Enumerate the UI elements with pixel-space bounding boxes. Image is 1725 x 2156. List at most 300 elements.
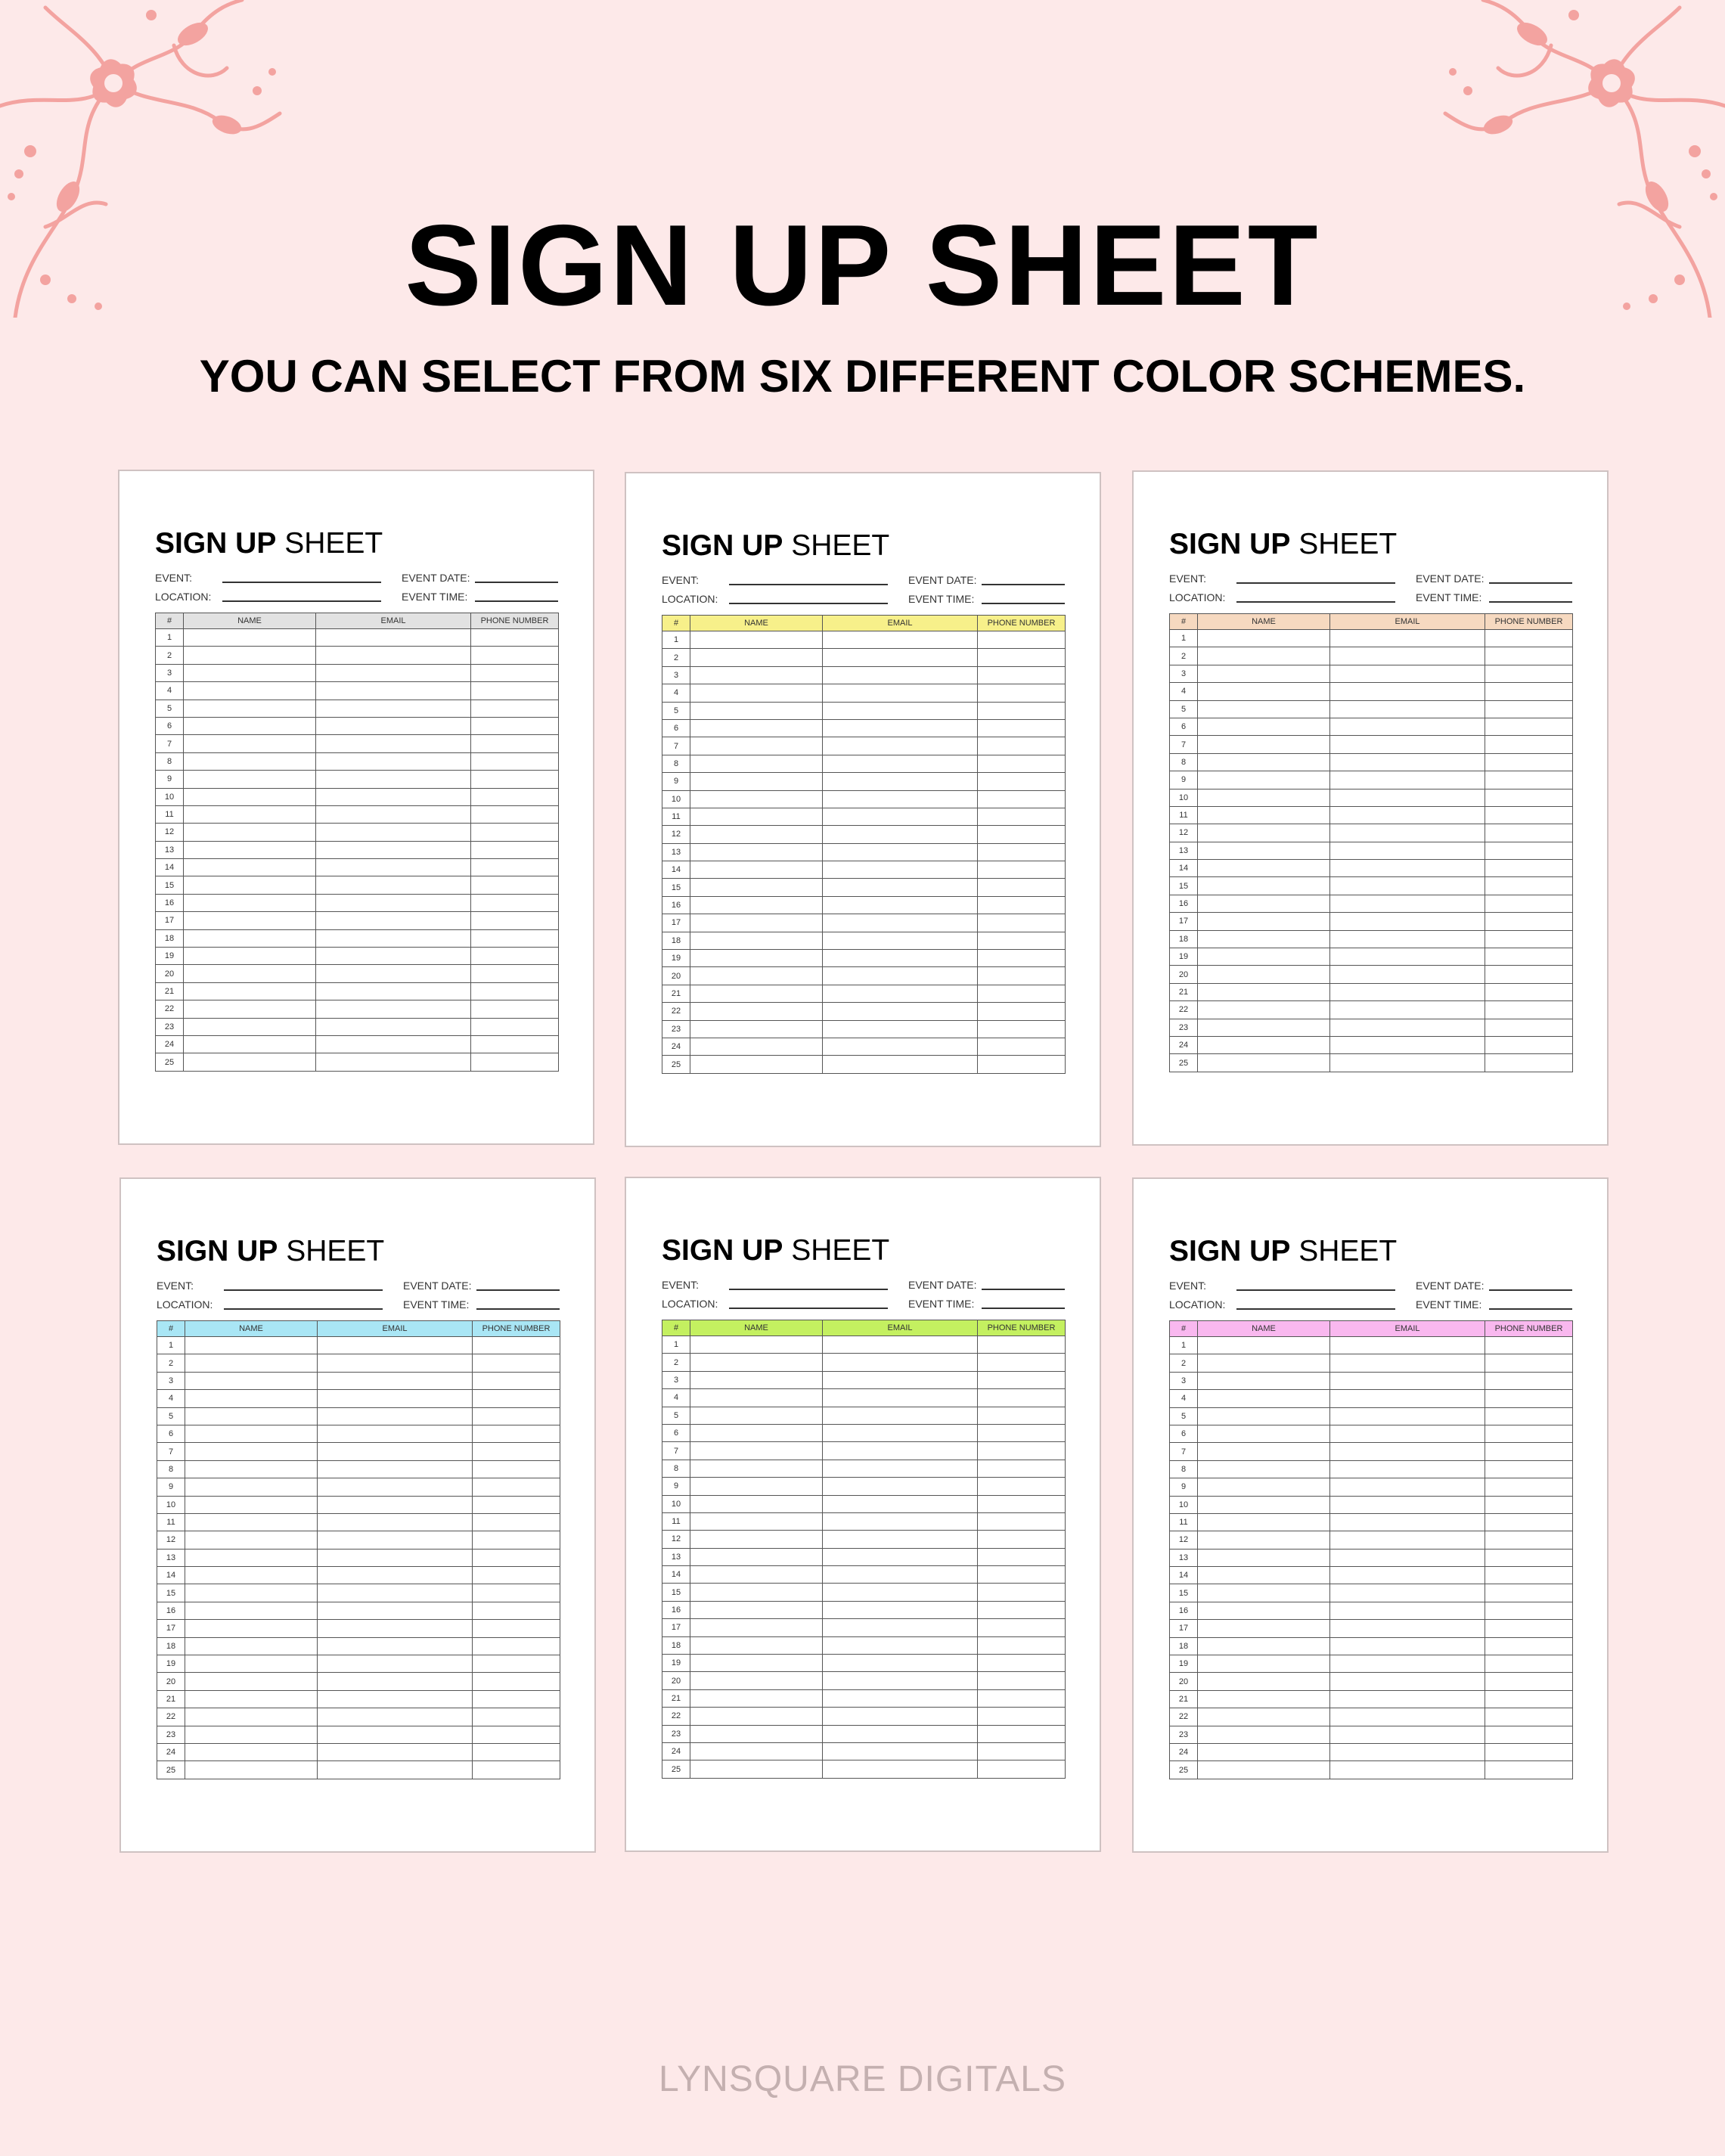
phone-cell	[1485, 736, 1573, 753]
phone-cell	[978, 1056, 1066, 1074]
phone-cell	[1485, 1743, 1573, 1760]
email-cell	[1330, 700, 1485, 718]
name-cell	[690, 1056, 823, 1074]
table-row	[1170, 860, 1573, 877]
table-row	[157, 1337, 560, 1354]
name-cell	[1198, 1761, 1330, 1779]
table-row	[1170, 1425, 1573, 1442]
email-cell	[1330, 736, 1485, 753]
email-cell	[1330, 1407, 1485, 1425]
table-row	[1170, 700, 1573, 718]
email-cell	[318, 1496, 473, 1513]
table-row	[662, 1531, 1066, 1548]
phone-cell	[473, 1708, 560, 1726]
name-cell	[1198, 930, 1330, 948]
table-row	[1170, 1726, 1573, 1743]
row-number: 15	[156, 876, 184, 894]
table-row	[662, 737, 1066, 755]
sheet-title	[662, 1236, 889, 1265]
table-row	[662, 666, 1066, 684]
table-row	[662, 1708, 1066, 1725]
phone-cell	[978, 1531, 1066, 1548]
name-cell	[184, 700, 316, 717]
table-row	[1170, 630, 1573, 647]
table-row	[1170, 1584, 1573, 1602]
row-number: 24	[662, 1742, 690, 1760]
row-number: 23	[662, 1725, 690, 1742]
name-cell	[690, 1038, 823, 1055]
phone-cell	[471, 894, 559, 911]
email-cell	[1330, 806, 1485, 824]
email-cell	[1330, 966, 1485, 983]
name-cell	[185, 1354, 318, 1372]
signup-table	[155, 613, 559, 1072]
phone-cell	[1485, 1637, 1573, 1655]
email-cell	[823, 808, 978, 825]
email-cell	[316, 805, 471, 823]
phone-cell	[1485, 1549, 1573, 1566]
email-cell	[823, 773, 978, 790]
name-cell	[690, 1566, 823, 1584]
email-cell	[316, 717, 471, 734]
phone-cell	[473, 1513, 560, 1531]
name-cell	[1198, 824, 1330, 842]
row-number: 20	[156, 965, 184, 982]
row-number: 1	[157, 1337, 185, 1354]
phone-cell	[1485, 1390, 1573, 1407]
row-number: 8	[157, 1460, 185, 1478]
location-label: LOCATION:	[1169, 1298, 1226, 1311]
name-cell	[184, 948, 316, 965]
row-number: 21	[1170, 1690, 1198, 1708]
name-cell	[690, 967, 823, 985]
email-cell	[823, 1689, 978, 1707]
location-line	[729, 603, 888, 604]
table-row	[662, 1689, 1066, 1707]
name-cell	[1198, 1549, 1330, 1566]
row-number: 7	[157, 1443, 185, 1460]
row-number: 10	[1170, 789, 1198, 806]
name-cell	[1198, 1019, 1330, 1036]
event-label: EVENT:	[157, 1280, 194, 1292]
name-cell	[690, 1336, 823, 1354]
table-row	[662, 1056, 1066, 1074]
row-number: 6	[662, 719, 690, 737]
phone-cell	[473, 1690, 560, 1708]
column-header: #	[1170, 1321, 1198, 1337]
event-date-label: EVENT DATE:	[1416, 572, 1485, 585]
name-cell	[690, 1003, 823, 1020]
column-header: EMAIL	[823, 616, 978, 631]
row-number: 22	[156, 1000, 184, 1018]
phone-cell	[978, 702, 1066, 719]
row-number: 18	[1170, 930, 1198, 948]
phone-cell	[978, 684, 1066, 702]
name-cell	[690, 985, 823, 1002]
phone-cell	[1485, 789, 1573, 806]
table-row	[662, 1478, 1066, 1495]
phone-cell	[978, 1672, 1066, 1689]
row-number: 25	[662, 1056, 690, 1074]
phone-cell	[1485, 1054, 1573, 1072]
row-number: 15	[662, 879, 690, 896]
sheet-title-bold: SIGN UP	[1169, 528, 1291, 560]
row-number: 9	[157, 1478, 185, 1496]
phone-cell	[978, 1020, 1066, 1038]
row-number: 5	[156, 700, 184, 717]
name-cell	[690, 773, 823, 790]
table-row	[156, 682, 559, 700]
email-cell	[823, 1708, 978, 1725]
event-label: EVENT:	[1169, 572, 1207, 585]
name-cell	[690, 1708, 823, 1725]
email-cell	[316, 965, 471, 982]
row-number: 11	[157, 1513, 185, 1531]
row-number: 4	[662, 684, 690, 702]
row-number: 5	[662, 702, 690, 719]
name-cell	[1198, 966, 1330, 983]
phone-cell	[473, 1390, 560, 1407]
email-cell	[318, 1460, 473, 1478]
name-cell	[1198, 718, 1330, 735]
row-number: 3	[157, 1372, 185, 1389]
row-number: 17	[1170, 913, 1198, 930]
phone-cell	[1485, 1602, 1573, 1619]
column-header: #	[1170, 614, 1198, 630]
name-cell	[1198, 1354, 1330, 1372]
row-number: 11	[1170, 806, 1198, 824]
name-cell	[690, 666, 823, 684]
phone-cell	[1485, 1708, 1573, 1726]
name-cell	[1198, 1602, 1330, 1619]
phone-cell	[471, 929, 559, 947]
table-row	[1170, 753, 1573, 771]
phone-cell	[1485, 824, 1573, 842]
phone-cell	[978, 1619, 1066, 1636]
phone-cell	[978, 1424, 1066, 1441]
table-row	[662, 1354, 1066, 1371]
table-row	[157, 1761, 560, 1779]
email-cell	[318, 1726, 473, 1743]
column-header: PHONE NUMBER	[1485, 614, 1573, 630]
name-cell	[690, 1619, 823, 1636]
table-row	[1170, 1001, 1573, 1019]
row-number: 21	[1170, 983, 1198, 1000]
row-number: 19	[157, 1655, 185, 1673]
email-cell	[823, 684, 978, 702]
table-row	[662, 1548, 1066, 1565]
phone-cell	[471, 664, 559, 681]
row-number: 10	[157, 1496, 185, 1513]
name-cell	[184, 859, 316, 876]
name-cell	[690, 1460, 823, 1477]
email-cell	[316, 948, 471, 965]
email-cell	[1330, 1054, 1485, 1072]
table-row	[662, 702, 1066, 719]
row-number: 21	[662, 985, 690, 1002]
phone-cell	[473, 1478, 560, 1496]
row-number: 14	[1170, 860, 1198, 877]
table-row	[1170, 1708, 1573, 1726]
email-cell	[318, 1354, 473, 1372]
sheet-title	[1169, 529, 1397, 559]
email-cell	[316, 664, 471, 681]
table-row	[662, 790, 1066, 808]
email-cell	[316, 1035, 471, 1053]
email-cell	[316, 682, 471, 700]
phone-cell	[1485, 647, 1573, 665]
phone-cell	[471, 788, 559, 805]
table-header-row	[662, 1320, 1066, 1336]
table-row	[1170, 647, 1573, 665]
table-row	[1170, 1567, 1573, 1584]
row-number: 20	[1170, 966, 1198, 983]
table-row	[157, 1372, 560, 1389]
phone-cell	[471, 859, 559, 876]
row-number: 15	[1170, 1584, 1198, 1602]
row-number: 7	[1170, 736, 1198, 753]
table-row	[1170, 824, 1573, 842]
row-number: 9	[662, 773, 690, 790]
name-cell	[184, 824, 316, 841]
phone-cell	[978, 1478, 1066, 1495]
phone-cell	[1485, 1655, 1573, 1673]
table-row	[156, 876, 559, 894]
phone-cell	[1485, 983, 1573, 1000]
name-cell	[690, 843, 823, 861]
row-number: 19	[662, 1655, 690, 1672]
email-cell	[316, 788, 471, 805]
phone-cell	[1485, 718, 1573, 735]
event-date-label: EVENT DATE:	[402, 572, 470, 584]
name-cell	[1198, 683, 1330, 700]
phone-cell	[473, 1743, 560, 1760]
email-cell	[318, 1372, 473, 1389]
email-cell	[1330, 930, 1485, 948]
phone-cell	[473, 1531, 560, 1549]
email-cell	[1330, 1443, 1485, 1460]
phone-cell	[473, 1584, 560, 1602]
event-label: EVENT:	[662, 1279, 700, 1291]
row-number: 8	[156, 752, 184, 770]
row-number: 15	[157, 1584, 185, 1602]
name-cell	[690, 1548, 823, 1565]
table-row	[662, 631, 1066, 649]
table-row	[662, 1760, 1066, 1779]
table-row	[157, 1743, 560, 1760]
table-row	[156, 965, 559, 982]
email-cell	[823, 843, 978, 861]
email-cell	[823, 879, 978, 896]
name-cell	[185, 1531, 318, 1549]
column-header: NAME	[185, 1321, 318, 1337]
column-header: #	[662, 616, 690, 631]
email-cell	[318, 1425, 473, 1442]
phone-cell	[471, 700, 559, 717]
phone-cell	[978, 808, 1066, 825]
name-cell	[1198, 665, 1330, 682]
email-cell	[1330, 1620, 1485, 1637]
name-cell	[690, 932, 823, 949]
event-date-label: EVENT DATE:	[908, 574, 977, 586]
phone-cell	[471, 1035, 559, 1053]
email-cell	[316, 859, 471, 876]
email-cell	[1330, 683, 1485, 700]
name-cell	[690, 631, 823, 649]
email-cell	[823, 649, 978, 666]
event-date-line	[476, 1289, 560, 1291]
table-row	[662, 755, 1066, 772]
phone-cell	[1485, 683, 1573, 700]
name-cell	[690, 1495, 823, 1512]
table-row	[1170, 913, 1573, 930]
table-row	[1170, 1496, 1573, 1513]
column-header: NAME	[690, 1320, 823, 1336]
row-number: 4	[1170, 1390, 1198, 1407]
table-row	[1170, 683, 1573, 700]
email-cell	[316, 1053, 471, 1072]
email-cell	[316, 1000, 471, 1018]
name-cell	[185, 1460, 318, 1478]
email-cell	[823, 1336, 978, 1354]
email-cell	[823, 1495, 978, 1512]
event-time-label: EVENT TIME:	[908, 593, 975, 605]
location-line	[729, 1308, 888, 1309]
table-row	[157, 1354, 560, 1372]
name-cell	[1198, 895, 1330, 912]
row-number: 24	[156, 1035, 184, 1053]
row-number: 10	[662, 790, 690, 808]
row-number: 5	[1170, 1407, 1198, 1425]
email-cell	[823, 1389, 978, 1407]
phone-cell	[1485, 1337, 1573, 1354]
event-date-label: EVENT DATE:	[908, 1279, 977, 1291]
phone-cell	[978, 1566, 1066, 1584]
table-header-row	[156, 613, 559, 629]
sheet-title-light: SHEET	[1290, 528, 1398, 560]
email-cell	[1330, 1726, 1485, 1743]
row-number: 17	[1170, 1620, 1198, 1637]
row-number: 23	[156, 1018, 184, 1035]
row-number: 22	[157, 1708, 185, 1726]
email-cell	[1330, 1019, 1485, 1036]
row-number: 4	[157, 1390, 185, 1407]
row-number: 2	[662, 1354, 690, 1371]
phone-cell	[1485, 948, 1573, 966]
row-number: 16	[1170, 895, 1198, 912]
row-number: 20	[662, 967, 690, 985]
phone-cell	[978, 1689, 1066, 1707]
table-row	[662, 879, 1066, 896]
sheet-title-light: SHEET	[783, 529, 890, 562]
name-cell	[184, 982, 316, 1000]
name-cell	[690, 950, 823, 967]
email-cell	[316, 700, 471, 717]
phone-cell	[978, 649, 1066, 666]
column-header: NAME	[1198, 1321, 1330, 1337]
row-number: 14	[156, 859, 184, 876]
email-cell	[318, 1690, 473, 1708]
row-number: 23	[157, 1726, 185, 1743]
phone-cell	[978, 1725, 1066, 1742]
email-cell	[318, 1390, 473, 1407]
row-number: 6	[156, 717, 184, 734]
email-cell	[316, 771, 471, 788]
phone-cell	[1485, 1496, 1573, 1513]
email-cell	[1330, 1708, 1485, 1726]
phone-cell	[978, 1760, 1066, 1779]
email-cell	[823, 932, 978, 949]
email-cell	[823, 896, 978, 914]
row-number: 7	[662, 737, 690, 755]
row-number: 8	[662, 1460, 690, 1477]
row-number: 2	[1170, 1354, 1198, 1372]
email-cell	[318, 1655, 473, 1673]
email-cell	[823, 950, 978, 967]
row-number: 17	[156, 912, 184, 929]
name-cell	[1198, 1478, 1330, 1496]
table-row	[156, 859, 559, 876]
phone-cell	[1485, 771, 1573, 789]
email-cell	[823, 631, 978, 649]
row-number: 24	[662, 1038, 690, 1055]
name-cell	[690, 808, 823, 825]
row-number: 17	[157, 1620, 185, 1637]
phone-cell	[978, 950, 1066, 967]
table-row	[662, 1371, 1066, 1388]
phone-cell	[471, 682, 559, 700]
column-header: EMAIL	[318, 1321, 473, 1337]
phone-cell	[978, 985, 1066, 1002]
table-row	[662, 719, 1066, 737]
phone-cell	[473, 1549, 560, 1566]
row-number: 15	[1170, 877, 1198, 895]
row-number: 1	[1170, 630, 1198, 647]
table-row	[662, 914, 1066, 932]
email-cell	[823, 1636, 978, 1654]
signup-table	[1169, 613, 1573, 1072]
phone-cell	[978, 1389, 1066, 1407]
name-cell	[184, 894, 316, 911]
email-cell	[1330, 1496, 1485, 1513]
email-cell	[1330, 1690, 1485, 1708]
phone-cell	[1485, 877, 1573, 895]
name-cell	[1198, 1567, 1330, 1584]
table-row	[662, 1003, 1066, 1020]
name-cell	[690, 826, 823, 843]
row-number: 1	[1170, 1337, 1198, 1354]
table-row	[1170, 1513, 1573, 1531]
email-cell	[823, 1601, 978, 1618]
row-number: 25	[1170, 1054, 1198, 1072]
sheet-preview-yellow	[625, 472, 1101, 1147]
table-row	[662, 1601, 1066, 1618]
row-number: 21	[662, 1689, 690, 1707]
table-row	[157, 1602, 560, 1619]
name-cell	[1198, 983, 1330, 1000]
row-number: 19	[1170, 1655, 1198, 1673]
phone-cell	[473, 1460, 560, 1478]
email-cell	[1330, 1460, 1485, 1478]
phone-cell	[471, 735, 559, 752]
phone-cell	[978, 631, 1066, 649]
location-label: LOCATION:	[662, 593, 718, 605]
name-cell	[690, 737, 823, 755]
email-cell	[1330, 1567, 1485, 1584]
table-row	[157, 1584, 560, 1602]
row-number: 14	[662, 1566, 690, 1584]
phone-cell	[978, 1655, 1066, 1672]
